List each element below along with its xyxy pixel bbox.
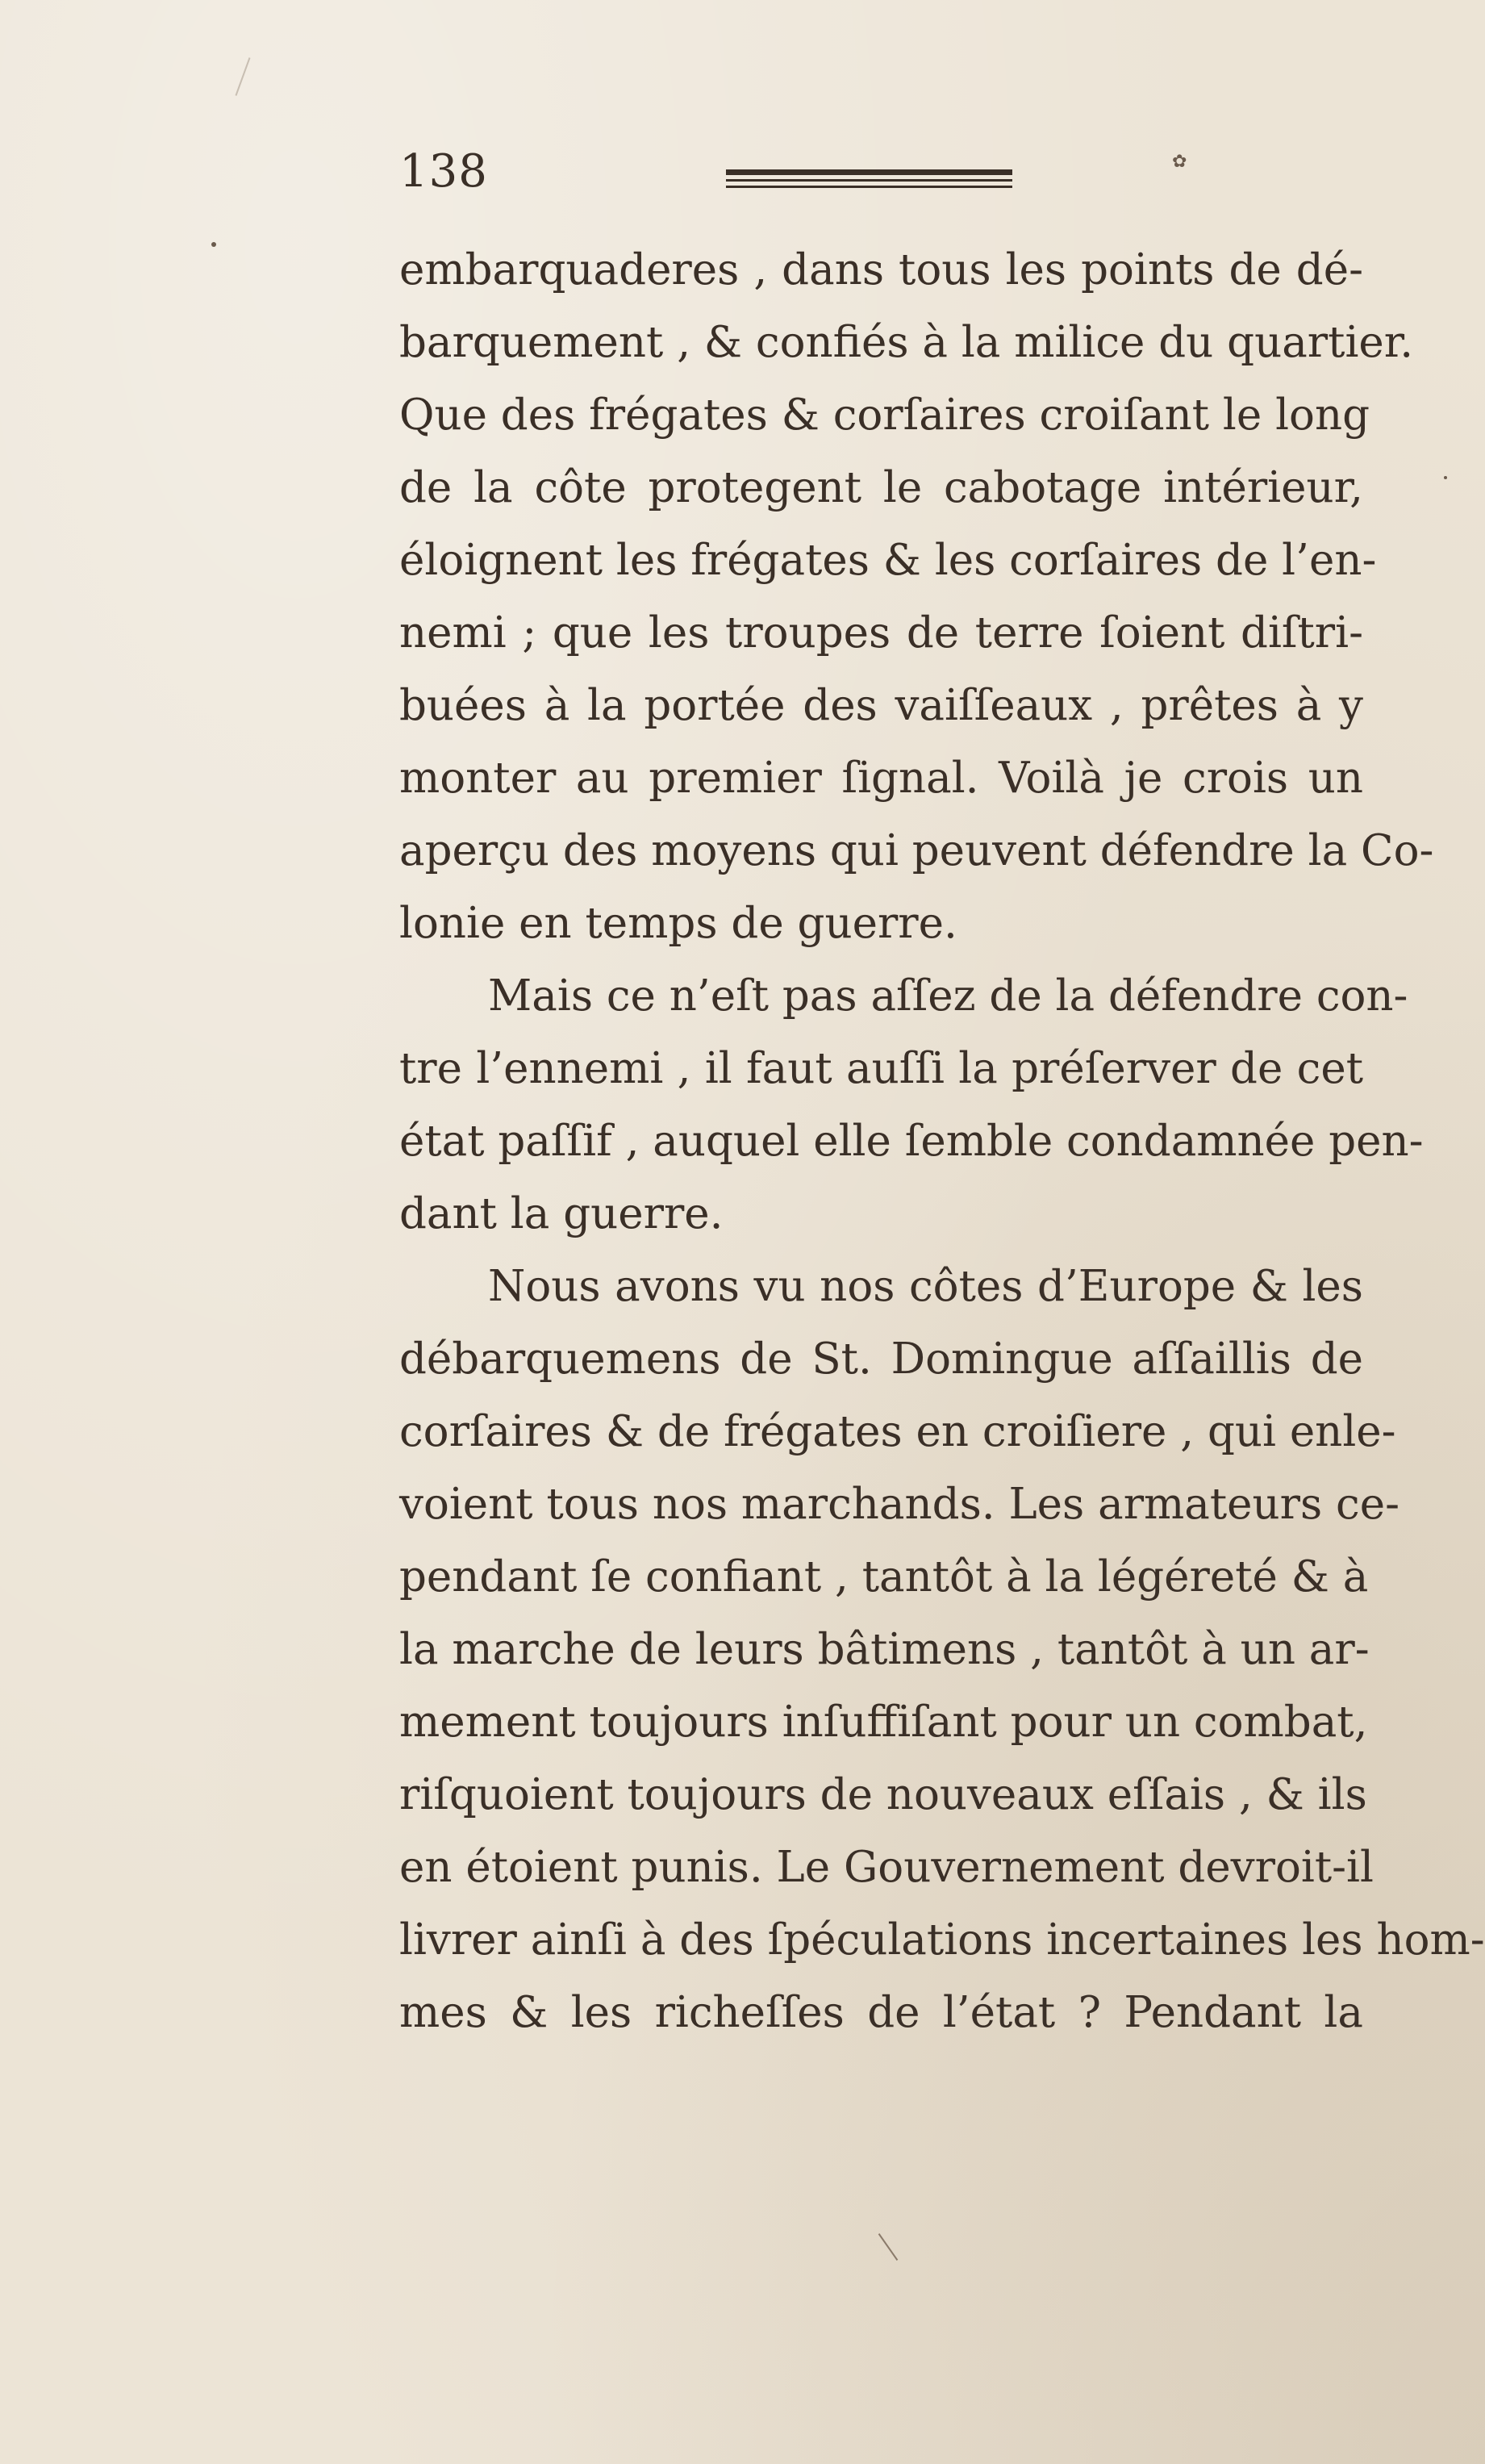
text-line: dant la guerre. <box>399 1189 724 1238</box>
text-line: nemi ; que les troupes de terre ſoient diſtri- <box>399 608 1363 658</box>
text-line: état paſſif , auquel elle ſemble condamnée pen- <box>399 1117 1424 1166</box>
text-line: riſquoient toujours de nouveaux eſſais , & ils <box>399 1770 1367 1819</box>
text-line: en étoient punis. Le Gouvernement devroit-il <box>399 1843 1374 1892</box>
text-line: la marche de leurs bâtimens , tantôt à un ar- <box>399 1625 1370 1674</box>
text-line: Mais ce n’eſt pas aſſez de la défendre con- <box>488 971 1408 1021</box>
text-line: livrer ainſi à des ſpéculations incertaines les hom- <box>399 1915 1485 1965</box>
text-line: de la côte protegent le cabotage intérieur, <box>399 463 1363 512</box>
text-line: barquement , & confiés à la milice du quartier. <box>399 318 1414 367</box>
text-line: embarquaderes , dans tous les points de dé- <box>399 245 1363 294</box>
text-line: voient tous nos marchands. Les armateurs ce- <box>399 1480 1400 1529</box>
text-line: Nous avons vu nos côtes d’Europe & les <box>488 1262 1363 1311</box>
printer-mark-icon: ✿ <box>1172 152 1187 172</box>
text-line: lonie en temps de guerre. <box>399 899 957 948</box>
text-line: mes & les richeſſes de l’état ? Pendant la <box>399 1988 1363 2037</box>
text-line: pendant ſe confiant , tantôt à la légéreté & à <box>399 1552 1369 1602</box>
text-line: monter au premier ſignal. Voilà je crois un <box>399 754 1363 803</box>
paper-speck <box>1444 476 1447 479</box>
text-line: aperçu des moyens qui peuvent défendre la Co- <box>399 826 1434 875</box>
text-line: mement toujours inſuffiſant pour un combat, <box>399 1698 1368 1747</box>
paper-speck <box>211 242 216 247</box>
page-header <box>399 145 1391 226</box>
page-number: 138 <box>399 145 488 198</box>
body-text <box>399 234 1485 2049</box>
text-line: éloignent les frégates & les corſaires de l’en- <box>399 536 1377 585</box>
text-line: débarquemens de St. Domingue aſſaillis de <box>399 1334 1363 1384</box>
paper-scratch <box>236 57 251 96</box>
text-line: corſaires & de frégates en croiſiere , qui enle- <box>399 1407 1396 1456</box>
text-line: buées à la portée des vaiſſeaux , prêtes à y <box>399 681 1363 730</box>
paper-scratch <box>878 2233 899 2261</box>
text-line: tre l’ennemi , il faut auſſi la préſerver de cet <box>399 1044 1363 1093</box>
header-rule <box>726 168 1012 192</box>
text-line: Que des frégates & corſaires croiſant le long <box>399 390 1370 440</box>
